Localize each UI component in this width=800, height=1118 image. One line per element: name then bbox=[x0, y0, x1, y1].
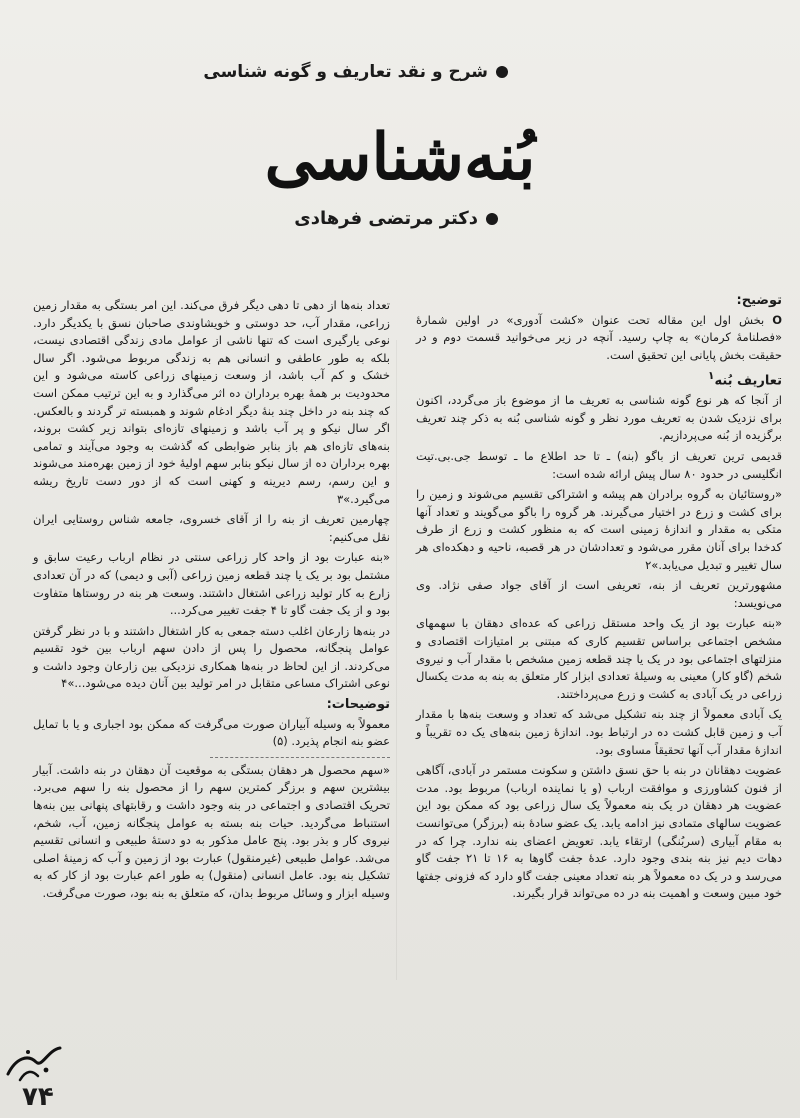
quote-paragraph: عضویت دهقانان در بنه با حق نسق داشتن و سکونت مستمر در آبادی، آگاهی از فنون کشاورزی و موافقت ارباب (و یا نماینده ارباب) مربوط بود. مدت عضویت هر دهقان در یک بنه معمولاً یک سال زراعی بود که ممکن بود این عضویت سالهای متمادی نیز ادامه یابد. یک عضو سادهٔ بنه (برزگر) می‌توانست به مقام آبیاری (سربُنگی) ارتقاء یابد. تعویض اعضای بنه ندارد. چرا که در دهات دیم نیز بنه بندی وجود دارد. عدهٔ جفت گاوها به ۱۶ تا ۲۱ جفت گاو می‌رسد و در یک ده معمولاً هر بنه تعداد معینی جفت گاو دارد که فزونی جفتها خود مبین وسعت و اهمیت بنه در ده می‌تواند قرار بگیرند. bbox=[416, 763, 783, 901]
body-paragraph: مشهورترین تعریف از بنه، تعریفی است از آقای جواد صفی نژاد. وی می‌نویسد: bbox=[416, 578, 782, 610]
left-column bbox=[33, 297, 390, 906]
right-column bbox=[416, 292, 782, 906]
footnote-ref: ۱ bbox=[707, 369, 715, 383]
body-paragraph: قدیمی ترین تعریف از باگو (بنه) ـ تا حد اطلاع ما ـ توسط جی.بی.تیت انگلیسی در حدود ۸۰ سال پیش ارائه شده است: bbox=[416, 449, 782, 481]
magazine-logo bbox=[2, 1040, 66, 1088]
page-number: ۷۴ bbox=[22, 1082, 54, 1112]
quote-paragraph: تعداد بنه‌ها از دهی تا دهی دیگر فرق می‌کند. این امر بستگی به مقدار زمین زراعی، مقدار آب، حد دوستی و خویشاوندی صاحبان نسق با یکدیگر دارد. نوعی یارگیری است که تنها ناشی از عوامل مادی زندگی اقتصادی نیست، بلکه به طور عاطفی و انسانی هم به زندگی مربوط می‌شود. اگر سال خشک و کم آب باشد، از وسعت زمینهای زراعی کاسته می‌شود و این محدودیت بر همهٔ بهره برداران ده اثر می‌گذارد و به این ترتیب ممکن است که چند بنه در داخل چند بنهٔ دیگر ادغام شوند و همبسته تر گردند و بالعکس. اگر سال نیکو و پر آب باشد و زمینهای تازه‌ای بتواند زیر کشت بروند، بنه‌های تازه‌ای هم باز بنابر ضوابطی که گذشت به وجود می‌آیند و تمامی بهره برداران ده از سال نیکو بنابر سهم اولیهٔ خود از زمین بهره‌مند می‌شوند و این رسم، رسم دیرینه و کهنی است که از دور دست تاریخ ریشه می‌گیرد.»۳ bbox=[33, 298, 390, 506]
quote-paragraph: «بنه عبارت بود از واحد کار زراعی سنتی در نظام ارباب رعیت سابق و مشتمل بود بر یک یا چند قطعه زمین زراعی (آبی و دیمی) که در آن تعدادی زارع به کار تولید زراعی اشتغال داشتند. وسعت هر بنه در روستاها متفاوت بود و از یک جفت گاو تا ۴ جفت تغییر می‌کرد... bbox=[33, 550, 390, 618]
body-paragraph: از آنجا که هر نوع گونه شناسی به تعریف ما از موضوع باز می‌گردد، اکنون برای نزدیک شدن به تعریف مورد نظر و گونه شناسی بُنه به ذکر چند تعریف برگزیده از بُنه می‌پردازیم. bbox=[416, 393, 782, 443]
section-heading-text: تعاریف بُنه bbox=[714, 373, 782, 389]
section-kicker bbox=[203, 62, 508, 82]
quote-paragraph: در بنه‌ها زارعان اغلب دسته جمعی به کار اشتغال داشتند و با در نظر گرفتن عوامل پنجگانه، محصول را پس از دادن سهم ارباب بین خود تقسیم می‌کردند. از این لحاظ در بنه‌ها همکاری نزدیکی بین زارعان وجود داشت و نوعی اشتراک مساعی متقابل در امر تولید بین آنان دیده می‌شود...»۴ bbox=[33, 623, 390, 691]
column-divider bbox=[396, 340, 397, 980]
note-paragraph bbox=[416, 312, 782, 365]
author-name: دکتر مرتضی فرهادی bbox=[294, 208, 478, 229]
footnote: معمولاً به وسیله آبیاران صورت می‌گرفت که ممکن بود اجباری و یا با تمایل عضو بنه انجام پذیرد. (۵) bbox=[33, 716, 390, 749]
article-title: بُنه‌شناسی bbox=[264, 120, 536, 195]
bullet-icon bbox=[486, 213, 498, 225]
quote-paragraph: «روستائیان به گروه برادران هم پیشه و اشتراکی تقسیم می‌شوند و زمین را برای کشت و زرع در اختیار می‌گیرند. هر گروه را باگو می‌گویند و تعداد آنها متکی به مقدار و اندازهٔ زمینی است که به منظور کشت و زرع از طرف کدخدا برای آنان مقرر می‌شود و تعدادشان در هر قصبه، ناحیه و دهکده‌ای هر سال تغییر و تبدیل می‌یابد.»۲ bbox=[416, 487, 782, 572]
body-paragraph: چهارمین تعریف از بنه را از آقای خسروی، جامعه شناس روستایی ایران نقل می‌کنیم: bbox=[33, 512, 390, 544]
note-text: بخش اول این مقاله تحت عنوان «کشت آدوری» در اولین شمارهٔ «فصلنامهٔ کرمان» به چاپ رسید. آنچه در زیر می‌خوانید قسمت دوم و در حقیقت بخش پایانی این تحقیق است. bbox=[416, 312, 782, 362]
footnote: «سهم محصول هر دهقان بستگی به موقعیت آن دهقان در بنه داشت. آبیار بیشترین سهم و برزگر کمترین سهم را از محصول بنه را سهم می‌برد. تحریک اقتصادی و اجتماعی در بنه وجود داشت و رقابتهای پنهانی بین بنه‌ها استنباط می‌گردید. حیات بنه بسته به عوامل پنجگانه زمین، آب، شخم، نیروی کار و بذر بود. پنج عامل مذکور به دو دستهٔ طبیعی و انسانی تقسیم می‌شد. عوامل طبیعی (غیرمنقول) عبارت بود از زمین و آب که زمینهٔ اصلی تشکیل بنه بود. عامل انسانی (منقول) به طور اعم عبارت بود از کار که به وسیله ابزار و وسائل مربوط بدان، که متعلق به بنه بود، صورت می‌گرفت. bbox=[33, 762, 390, 900]
note-heading: توضیح: bbox=[736, 293, 782, 308]
footnote-divider bbox=[210, 757, 390, 758]
section-heading bbox=[416, 367, 782, 390]
footnotes-heading: توضیحات: bbox=[326, 697, 390, 713]
quote-paragraph: «بنه عبارت بود از یک واحد مستقل زراعی که عده‌ای دهقان با سهمهای مشخص اجتماعی براساس تقسیم کاری که مبتنی بر امتیازات اقتصادی و منزلتهای اجتماعی بود در یک یا چند قطعه زمین مشخص با مقدار آب و نیروی شخم (گاو کار) معینی به وسیلهٔ تعدادی ابزار کار متعلق به بنه به مدت یکسال زراعی در یک آبادی به کشت و زرع می‌پرداختند. bbox=[416, 616, 782, 701]
kicker-text: شرح و نقد تعاریف و گونه شناسی bbox=[203, 62, 488, 82]
author-line bbox=[294, 208, 498, 229]
kerman-logo-icon bbox=[2, 1040, 66, 1088]
circle-marker: O bbox=[772, 312, 782, 327]
quote-paragraph: یک آبادی معمولاً از چند بنه تشکیل می‌شد که تعداد و وسعت بنه‌ها با مقدار آب و زمین قابل کشت ده در ارتباط بود. اندازهٔ زمین بنه‌های یک ده تقریباً و اندازهٔ مقدار آب آنها تحقیقاً مساوی بود. bbox=[416, 707, 782, 757]
bullet-icon bbox=[496, 66, 508, 78]
